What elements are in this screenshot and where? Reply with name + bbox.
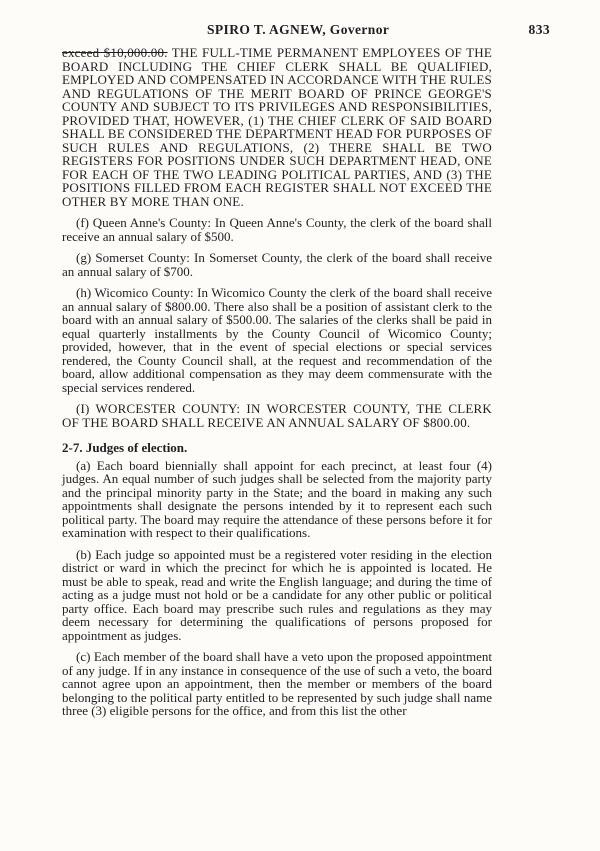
running-title: SPIRO T. AGNEW, Governor [207, 22, 390, 37]
paragraph-f-queen-annes: (f) Queen Anne's County: In Queen Anne's County, the clerk of the board shall receive an annual salary of $500. [62, 215, 492, 244]
paragraph-b-judges: (b) Each judge so appointed must be a registered voter residing in the election district or ward in which the precinct for which he is appointed is located. He must be able to speak, read and write the English language; and during the time of acting as a judge must not hold or be a candidate for any other public or political party office. Each board may prescribe such rules and regulations as they may deem necessary for determining the qualifications of persons proposed for appointment as judges. [62, 546, 492, 643]
inserted-text: THE FULL-TIME PERMANENT EMPLOYEES OF THE BOARD INCLUDING THE CHIEF CLERK SHALL BE QUALIFIED, EMPLOYED AND COMPENSATED IN ACCORDANCE WITH THE RULES AND REGULATIONS OF THE MERIT BOARD OF PRINCE GEORGE'S COUNTY AND SUBJECT TO ITS PRIVILEGES AND RESPONSIBILITIES, PROVIDED THAT, HOWEVER, (1) THE CHIEF CLERK OF SAID BOARD SHALL BE CONSIDERED THE DEPARTMENT HEAD FOR PURPOSES OF SUCH RULES AND REGULATIONS, (2) THERE SHALL BE TWO REGISTERS FOR POSITIONS UNDER SUCH DEPARTMENT HEAD, ONE FOR EACH OF THE TWO LEADING POLITICAL PARTIES, AND (3) THE POSITIONS FILLED FROM EACH REGISTER SHALL NOT EXCEED THE OTHER BY MORE THAN ONE. [62, 45, 492, 209]
section-heading: 2-7. Judges of election. [62, 440, 188, 455]
paragraph-h-wicomico: (h) Wicomico County: In Wicomico County the clerk of the board shall receive an annual salary of $800.00. There also shall be a position of assistant clerk to the board with an annual salary of $500.00. The salaries of the clerks shall be paid in equal quarterly installments by the County Council of Wicomico County; provided, however, that in the event of special elections or special services rendered, the County Council shall, at the request and recommendation of the board, allow additional compensation as they may deem commensurate with the special services rendered. [62, 285, 492, 395]
page-number: 833 [528, 22, 550, 37]
paragraph-a-judges: (a) Each board biennially shall appoint for each precinct, at least four (4) judges. An equal number of such judges shall be selected from the majority party and the principal minority party in the State; and the board in making any such appointments shall designate the persons intended by it to represent each such political party. The board may require the attendance of these persons before it for examination with respect to their qualifications. [62, 457, 492, 540]
struck-text: exceed $10,000.00. [62, 45, 168, 60]
paragraph-merit-board [62, 46, 492, 208]
paragraph-g-somerset: (g) Somerset County: In Somerset County, the clerk of the board shall receive an annual salary of $700. [62, 250, 492, 279]
paragraph-c-judges: (c) Each member of the board shall have a veto upon the proposed appointment of any judge. If in any instance in consequence of the use of such a veto, the board cannot agree upon an appointment, then the member or members of the board belonging to the political party entitled to be represented by such judge shall name three (3) eligible persons for the office, and from this list the other [62, 649, 492, 718]
paragraph-i-worcester: (I) WORCESTER COUNTY: IN WORCESTER COUNTY, THE CLERK OF THE BOARD SHALL RECEIVE AN ANNUAL SALARY OF $800.00. [62, 401, 492, 430]
document-body [62, 46, 492, 726]
